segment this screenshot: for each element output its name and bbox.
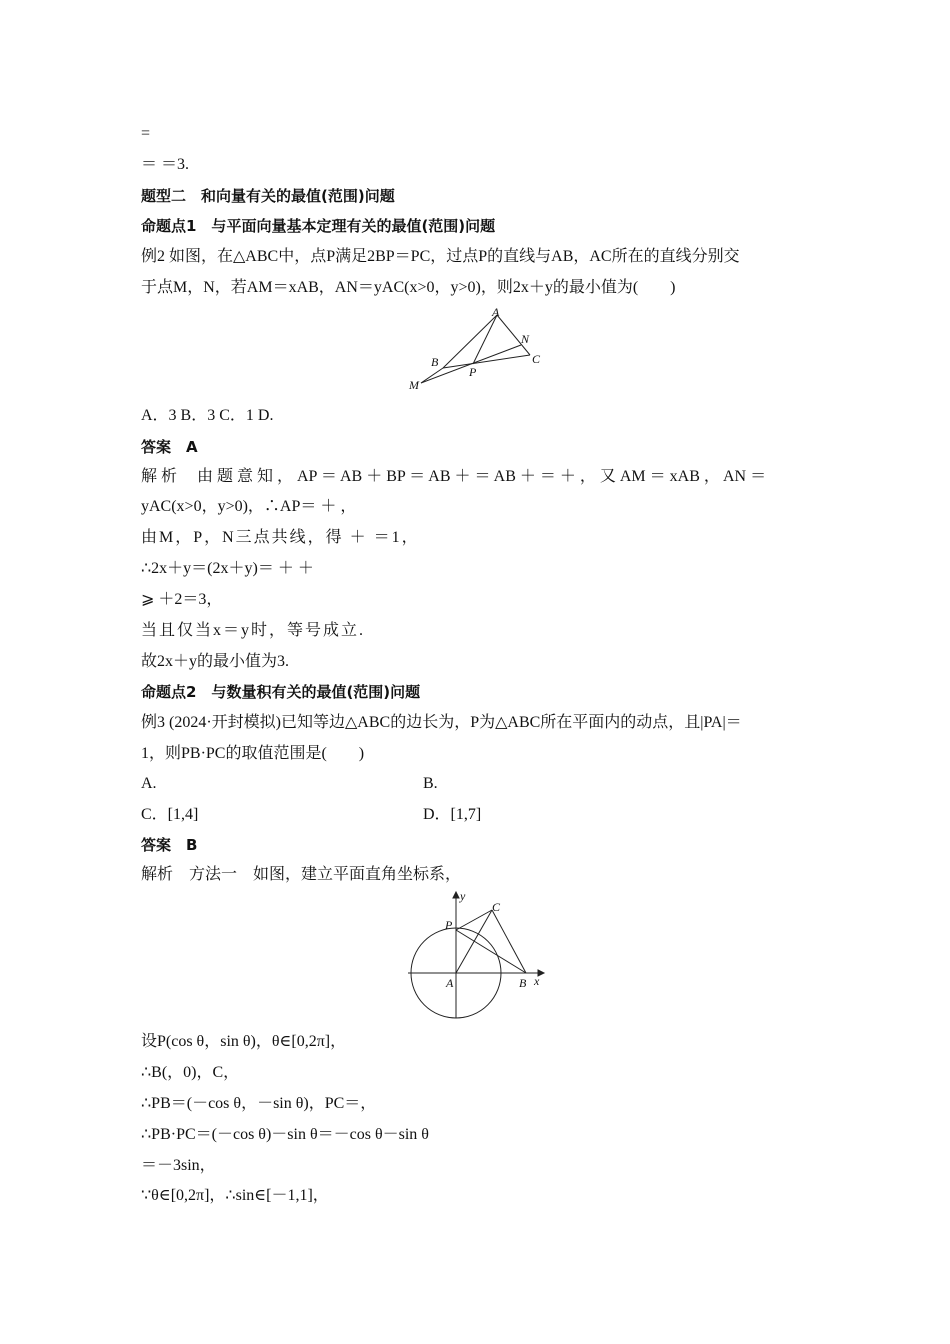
label-x: x — [534, 974, 540, 988]
option-b: B. — [423, 775, 438, 792]
section-heading: 题型二 和向量有关的最值(范围)问题 — [141, 187, 395, 205]
line-1: = — [141, 125, 151, 142]
example-2-line-1: 例2 如图，在△ABC中，点P满足2BP＝PC，过点P的直线与AB，AC所在的直线分别交 — [141, 248, 740, 265]
label-a2: A — [446, 976, 454, 990]
solution-line-5: ＝－3sin， — [141, 1157, 216, 1174]
analysis-line-5: ⩾ ＋2＝3， — [141, 591, 223, 608]
line-2: ＝ ＝3. — [141, 156, 190, 173]
option-d: D．[1,7] — [423, 806, 482, 823]
label-c2: C — [492, 900, 501, 914]
solution-line-3: ∴PB＝(－cos θ，－sin θ)，PC＝， — [141, 1095, 377, 1112]
label-p: P — [469, 365, 477, 379]
label-p2: P — [445, 918, 453, 932]
label-n: N — [521, 332, 530, 346]
analysis-line-2: yAC(x>0，y>0)，∴AP＝ ＋ ， — [141, 498, 357, 515]
subsection-heading-1: 命题点1 与平面向量基本定理有关的最值(范围)问题 — [141, 217, 496, 235]
answer-a: 答案 A — [141, 438, 198, 456]
analysis-line-4: ∴2x＋y＝(2x＋y)＝ ＋ ＋ — [141, 560, 314, 577]
example-3-line-1: 例3 (2024·开封模拟)已知等边△ABC的边长为，P为△ABC所在平面内的动点，且|PA|＝ — [141, 714, 742, 731]
solution-line-2: ∴B(，0)，C， — [141, 1064, 240, 1081]
example-2-line-2: 于点M，N，若AM＝xAB，AN＝yAC(x>0，y>0)，则2x＋y的最小值为( ) — [141, 279, 676, 296]
solution-line-4: ∴PB·PC＝(－cos θ)－sin θ＝－cos θ－sin θ — [141, 1126, 429, 1143]
triangle-figure — [395, 302, 555, 394]
label-m: M — [409, 378, 419, 392]
example-3-line-2: 1，则PB·PC的取值范围是( ) — [141, 745, 365, 762]
analysis-line-1: 解 析 由 题 意 知 ， AP ＝ AB ＋ BP ＝ AB ＋ ＝ AB ＋ ＝ ＋ ， 又 AM ＝ xAB ， AN ＝ — [141, 468, 767, 485]
label-b: B — [431, 355, 439, 369]
label-y: y — [460, 890, 466, 903]
analysis-line-3: 由M，P，N三点共线，得 ＋ ＝1， — [141, 529, 420, 546]
analysis-line-6: 当且仅当x＝y时，等号成立. — [141, 622, 366, 639]
options-line: A．3 B．3 C．1 D. — [141, 407, 274, 424]
solution-line-1: 设P(cos θ，sin θ)，θ∈[0,2π]， — [141, 1033, 347, 1050]
coordinate-figure — [404, 890, 550, 1020]
answer-b: 答案 B — [141, 836, 198, 854]
label-c: C — [532, 352, 541, 366]
label-a: A — [492, 305, 500, 319]
option-a: A. — [141, 775, 157, 792]
option-c: C．[1,4] — [141, 806, 199, 823]
subsection-heading-2: 命题点2 与数量积有关的最值(范围)问题 — [141, 683, 421, 701]
method-one-line: 解析 方法一 如图，建立平面直角坐标系， — [141, 866, 462, 883]
solution-line-6: ∵θ∈[0,2π]，∴sin∈[－1,1]， — [141, 1187, 329, 1204]
analysis-line-7: 故2x＋y的最小值为3. — [141, 653, 290, 670]
label-b2: B — [519, 976, 527, 990]
